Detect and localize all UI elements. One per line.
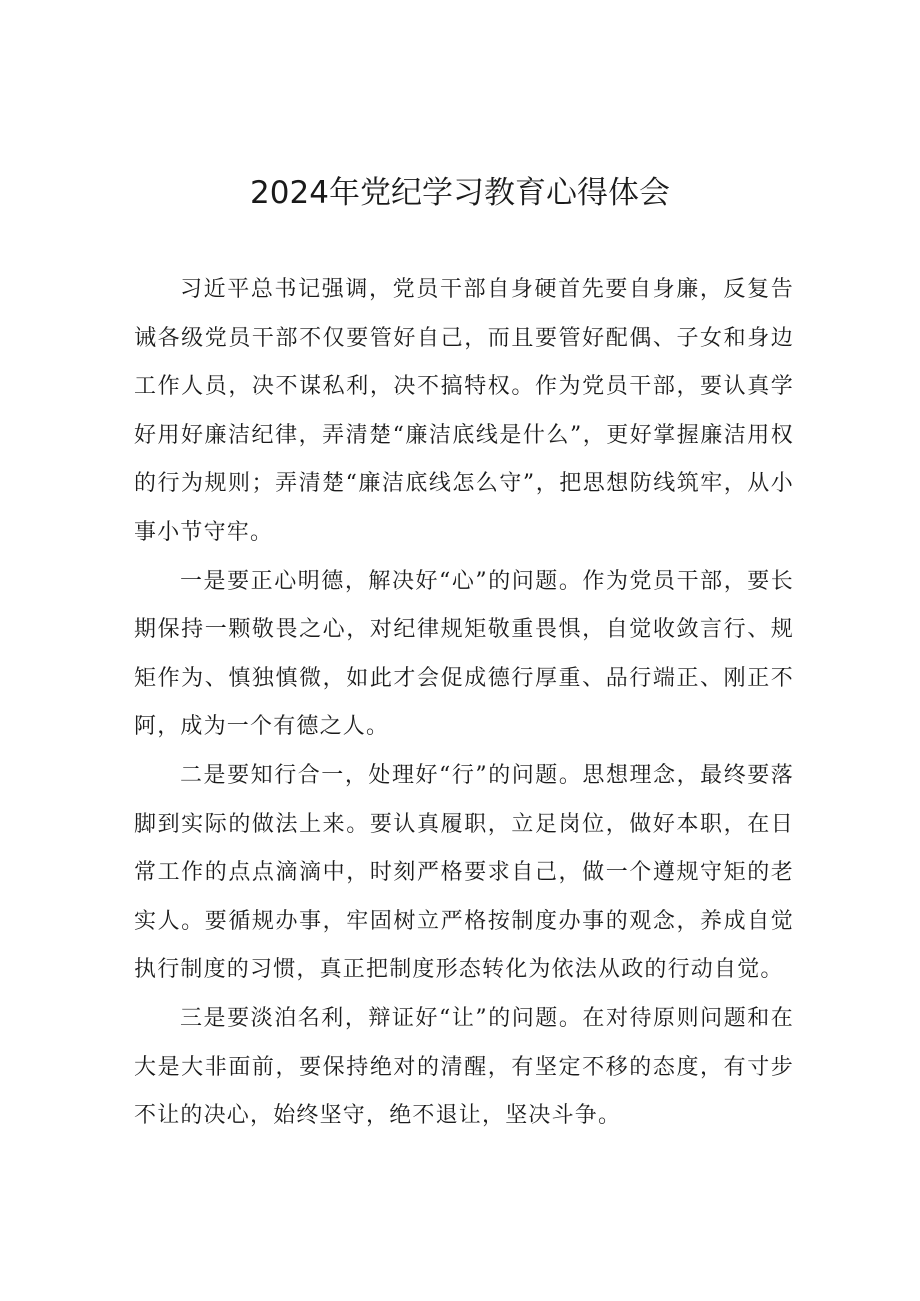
paragraph-intro: 习近平总书记强调，党员干部自身硬首先要自身廉，反复告诫各级党员干部不仅要管好自己，而且要管好配偶、子女和身边工作人员，决不谋私利，决不搞特权。作为党员干部，要认真学好用好廉洁纪律，弄清楚“廉洁底线是什么”，更好掌握廉洁用权的行为规则；弄清楚“廉洁底线怎么守”，把思想防线筑牢，从小事小节守牢。 [134,277,794,545]
paragraph-point-two: 二是要知行合一，处理好“行”的问题。思想理念，最终要落脚到实际的做法上来。要认真履职，立足岗位，做好本职，在日常工作的点点滴滴中，时刻严格要求自己，做一个遵规守矩的老实人。要循规办事，牢固树立严格按制度办事的观念，养成自觉执行制度的习惯，真正把制度形态转化为依法从政的行动自觉。 [134,762,794,983]
document-title: 2024年党纪学习教育心得体会 [250,175,670,211]
document-body [134,266,794,1141]
paragraph-point-one: 一是要正心明德，解决好“心”的问题。作为党员干部，要长期保持一颗敬畏之心，对纪律规矩敬重畏惧，自觉收敛言行、规矩作为、慎独慎微，如此才会促成德行厚重、品行端正、刚正不阿，成为一个有德之人。 [134,568,794,740]
paragraph-point-three: 三是要淡泊名利，辩证好“让”的问题。在对待原则问题和在大是大非面前，要保持绝对的清醒，有坚定不移的态度，有寸步不让的决心，始终坚守，绝不退让，坚决斗争。 [134,1005,794,1129]
